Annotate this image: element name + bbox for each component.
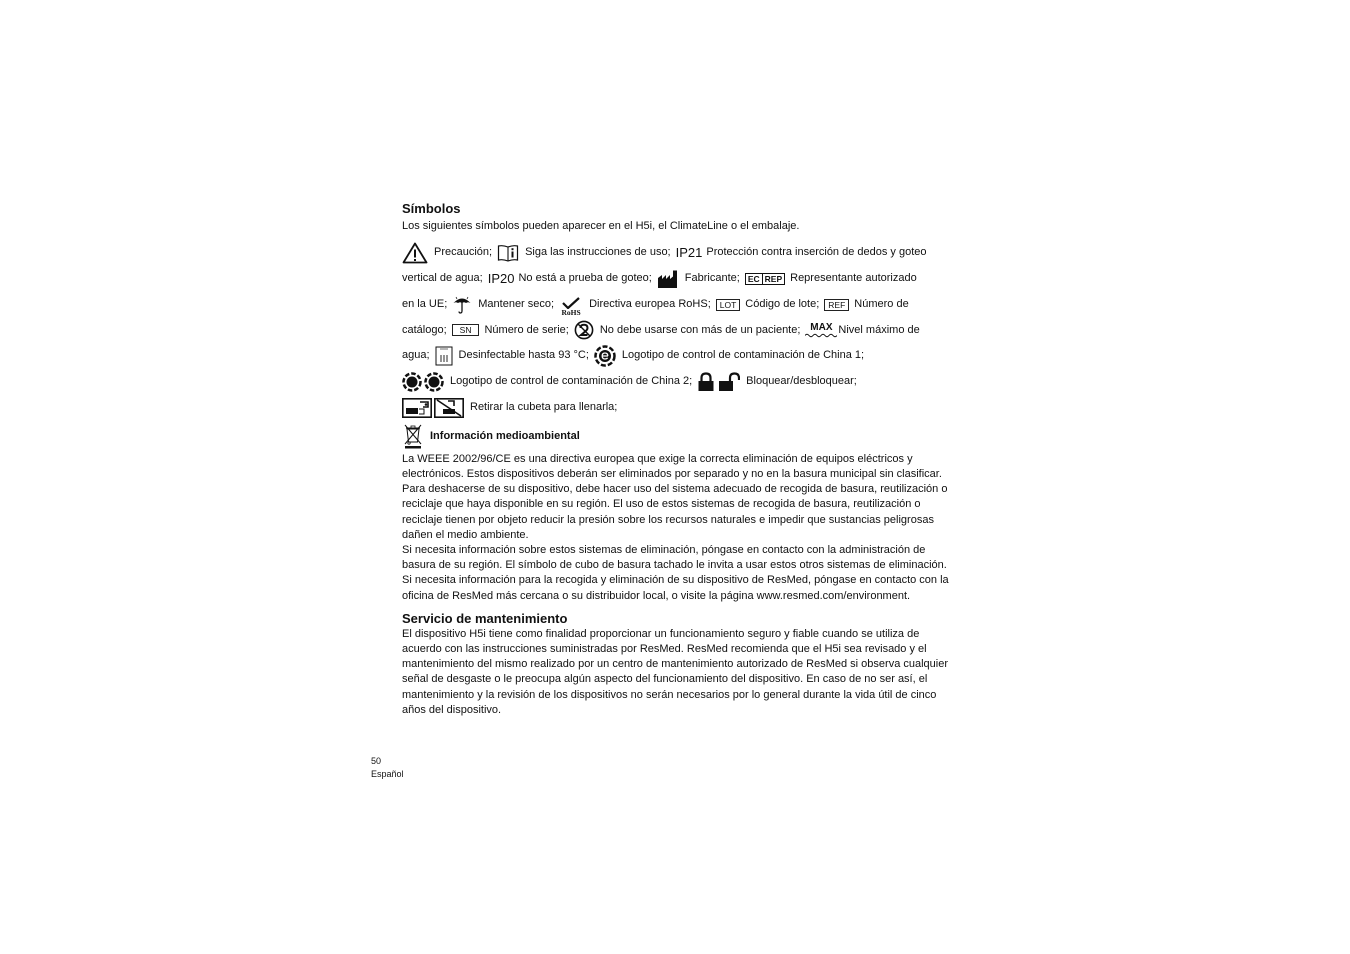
- serial-label: Número de serie;: [484, 323, 569, 336]
- symbols-intro: Los siguientes símbolos pueden aparecer en el H5i, el ClimateLine o el embalaje.: [402, 220, 800, 232]
- weee-crossed-bin-icon: [402, 423, 424, 449]
- caution-icon: [402, 242, 428, 264]
- symbols-line-4: [402, 318, 950, 344]
- keep-dry-umbrella-icon: [452, 296, 472, 314]
- lot-label: Código de lote;: [745, 297, 820, 310]
- lock-icon: [697, 372, 715, 392]
- authorized-rep-label: Representante autorizado: [790, 272, 917, 284]
- china-pollution-1-icon: [594, 345, 616, 367]
- max-level-text: MAX: [810, 321, 833, 333]
- lot-symbol: LOT: [716, 299, 741, 311]
- page-number: 50: [371, 756, 382, 766]
- ref-symbol: REF: [824, 299, 849, 311]
- water-label: agua;: [402, 349, 430, 362]
- rep-symbol-text: REP: [762, 274, 784, 284]
- instructions-book-icon: [497, 244, 519, 262]
- caution-label: Precaución;: [434, 246, 493, 259]
- content-column: [402, 200, 950, 718]
- vertical-water-label: vertical de agua;: [402, 272, 483, 284]
- service-paragraph: El dispositivo H5i tiene como finalidad proporcionar un funcionamiento seguro y fiable cuando se utiliza de acuerdo con las instrucciones suministradas por ResMed. ResMed recomienda que el H5i sea revisado y el mantenimiento del mismo realizado por un centro de mantenimiento autorizado de ResMed si observa cualquier señal de desgaste o le preocupa algún aspecto del funcionamiento del dispositivo. En caso de no ser así, el mantenimiento y la revisión de los dispositivos no serán necesarios por lo general durante la vida útil de cinco años del dispositivo.: [402, 627, 949, 716]
- ip20-symbol: IP20: [487, 271, 515, 286]
- keep-dry-label: Mantener seco;: [478, 297, 555, 310]
- disinfectable-icon: [435, 346, 453, 366]
- ip21-label: Protección contra inserción de dedos y goteo: [706, 246, 927, 259]
- unlock-icon: [718, 372, 740, 392]
- symbols-heading: Símbolos: [402, 201, 461, 216]
- china-pollution-2-label: Logotipo de control de contaminación de China 2;: [450, 375, 693, 388]
- manufacturer-label: Fabricante;: [684, 272, 740, 284]
- symbols-line-7: [402, 395, 950, 421]
- environment-paragraph-1: La WEEE 2002/96/CE es una directiva europea que exige la correcta eliminación de equipos eléctricos y electrónicos. Estos dispositivos deberán ser eliminados por separado y no en la basura municipal sin clasificar. Para deshacerse de su dispositivo, debe hacer uso del sistema adecuado de recogida de basura, reutilización o reciclaje que haya disponible en su región. El uso de estos sistemas de recogida de basura, reutilización o reciclaje tienen por objeto reducir la presión sobre los recursos naturales e impedir que sustancias peligrosas dañen el medio ambiente.: [402, 452, 948, 541]
- max-level-label: Nivel máximo de: [838, 323, 920, 336]
- symbols-line-3: [402, 292, 950, 318]
- rohs-icon-text: RoHS: [561, 307, 581, 317]
- catalog-number-label: Número de: [854, 297, 909, 310]
- symbols-line-1: [402, 240, 950, 266]
- rohs-icon: [559, 297, 583, 317]
- no-fill-in-place-icon: [434, 398, 464, 418]
- sn-symbol: SN: [452, 324, 480, 336]
- eu-label: en la UE;: [402, 297, 448, 310]
- single-patient-icon: [574, 320, 594, 340]
- remove-tub-icon: [402, 398, 432, 418]
- china-pollution-20-icon: [424, 372, 444, 392]
- page-footer: [371, 755, 404, 780]
- china-pollution-1-label: Logotipo de control de contaminación de China 1;: [621, 349, 865, 362]
- symbols-line-2: [402, 266, 950, 292]
- environment-heading: Información medioambiental: [430, 429, 580, 442]
- manufacturer-icon: [657, 269, 679, 289]
- ec-symbol-text: EC: [747, 273, 760, 284]
- symbols-line-5: [402, 343, 950, 369]
- china-pollution-10-icon: [402, 372, 422, 392]
- lock-unlock-label: Bloquear/desbloquear;: [746, 375, 857, 388]
- disinfectable-label: Desinfectable hasta 93 °C;: [458, 349, 589, 362]
- catalog-label: catálogo;: [402, 323, 447, 336]
- environment-heading-row: [402, 423, 950, 449]
- symbols-line-6: [402, 369, 950, 395]
- rohs-label: Directiva europea RoHS;: [589, 297, 711, 310]
- max-level-icon: [805, 323, 837, 338]
- symbols-list: [402, 240, 950, 421]
- remove-tub-label: Retirar la cubeta para llenarla;: [470, 400, 618, 413]
- environment-paragraph-2: Si necesita información sobre estos sistemas de eliminación, póngase en contacto con la administración de basura de su región. El símbolo de cubo de basura tachado le invita a usar estos otros sistemas de eliminación. Si necesita información para la recogida y eliminación de su dispositivo de ResMed, póngase en contacto con la oficina de ResMed más cercana o su distribuidor local, o visite la página www.resmed.com/environment.: [402, 544, 949, 602]
- ip20-label: No está a prueba de goteo;: [518, 272, 652, 284]
- ec-rep-symbol: [745, 273, 785, 285]
- ip21-symbol: IP21: [675, 245, 703, 261]
- instructions-label: Siga las instrucciones de uso;: [525, 246, 671, 259]
- page-language: Español: [371, 768, 404, 779]
- single-patient-label: No debe usarse con más de un paciente;: [599, 323, 801, 336]
- service-heading: Servicio de mantenimiento: [402, 610, 568, 626]
